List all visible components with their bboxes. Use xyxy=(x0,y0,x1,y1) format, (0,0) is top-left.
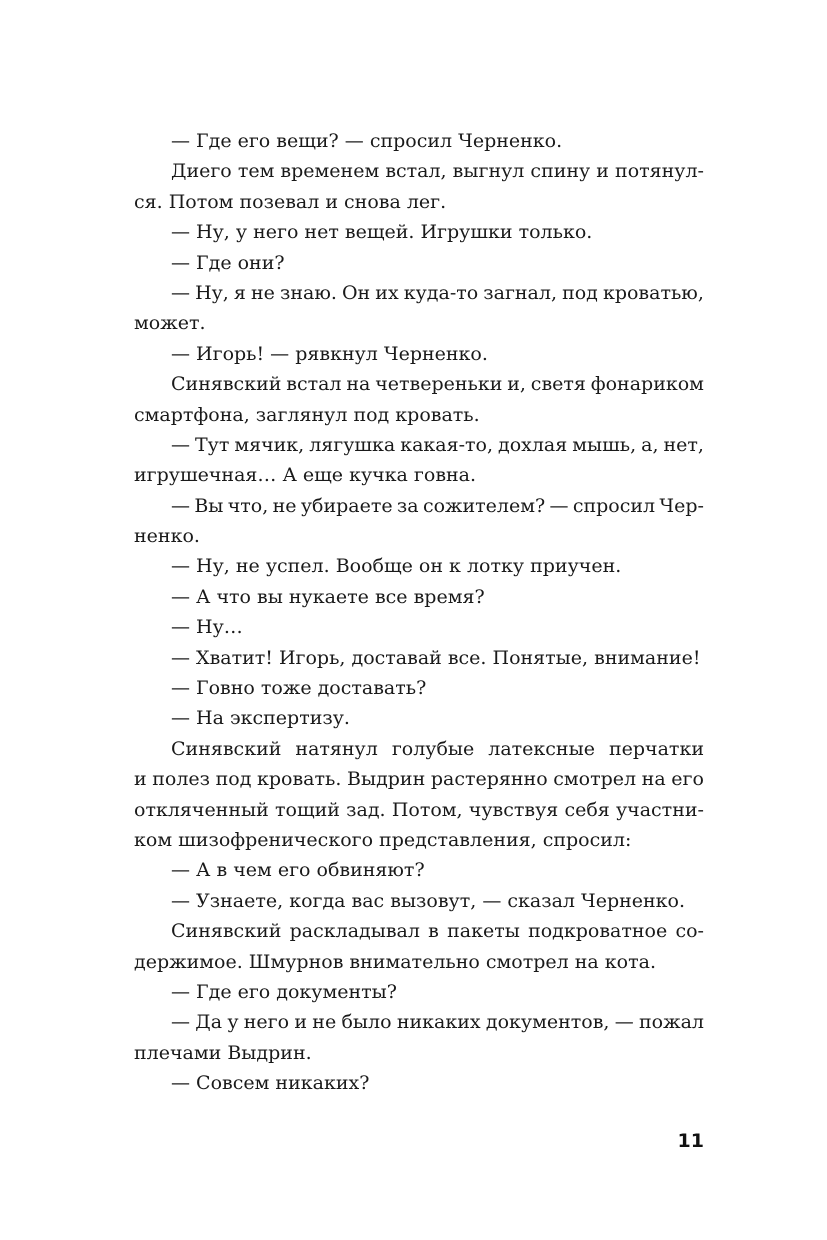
text-line: и полез под кровать. Выдрин растерянно смотрел на его xyxy=(134,768,704,791)
text-line: — Ну… xyxy=(171,616,243,639)
text-line: — Ну, не успел. Вообще он к лотку приучен. xyxy=(171,555,622,578)
body-text xyxy=(134,126,704,1099)
text-line: плечами Выдрин. xyxy=(134,1041,312,1064)
text-line: — Да у него и не было никаких документов, — пожал xyxy=(171,1011,704,1034)
text-line: — А в чем его обвиняют? xyxy=(171,859,425,882)
text-line: — Ну, я не знаю. Он их куда-то загнал, под кроватью, xyxy=(171,281,704,304)
text-line: откляченный тощий зад. Потом, чувствуя себя участни- xyxy=(134,798,704,821)
text-line: Синявский натянул голубые латексные перчатки xyxy=(171,737,704,760)
text-line: ся. Потом позевал и снова лег. xyxy=(134,190,447,213)
text-line: Синявский встал на четвереньки и, светя фонариком xyxy=(171,373,704,396)
text-line: — Ну, у него нет вещей. Игрушки только. xyxy=(171,221,593,244)
page-number: 11 xyxy=(677,1130,704,1152)
text-line: — Где они? xyxy=(171,251,285,274)
text-line: держимое. Шмурнов внимательно смотрел на кота. xyxy=(134,950,656,973)
text-line: Диего тем временем встал, выгнул спину и потянул- xyxy=(171,160,704,183)
text-line: — Где его документы? xyxy=(171,980,397,1003)
text-line: — Узнаете, когда вас вызовут, — сказал Черненко. xyxy=(171,889,686,912)
text-line: может. xyxy=(134,312,206,335)
text-line: — Вы что, не убираете за сожителем? — спросил Чер- xyxy=(171,494,704,517)
text-line: игрушечная… А еще кучка говна. xyxy=(134,464,477,487)
text-line: — Говно тоже доставать? xyxy=(171,677,427,700)
text-line: — Где его вещи? — спросил Черненко. xyxy=(171,130,563,152)
text-line: — Тут мячик, лягушка какая-то, дохлая мышь, а, нет, xyxy=(171,433,704,456)
text-line: — Игорь! — рявкнул Черненко. xyxy=(171,342,488,365)
text-line: — А что вы нукаете все время? xyxy=(171,585,485,608)
text-line: — Совсем никаких? xyxy=(171,1072,370,1095)
text-line: смартфона, заглянул под кровать. xyxy=(134,403,480,426)
text-line: ненко. xyxy=(134,525,200,548)
text-line: Синявский раскладывал в пакеты подкроватное со- xyxy=(171,920,704,943)
text-line: — На экспертизу. xyxy=(171,707,350,730)
text-line: — Хватит! Игорь, доставай все. Понятые, внимание! xyxy=(171,646,701,669)
text-line: ком шизофренического представления, спросил: xyxy=(134,828,632,851)
